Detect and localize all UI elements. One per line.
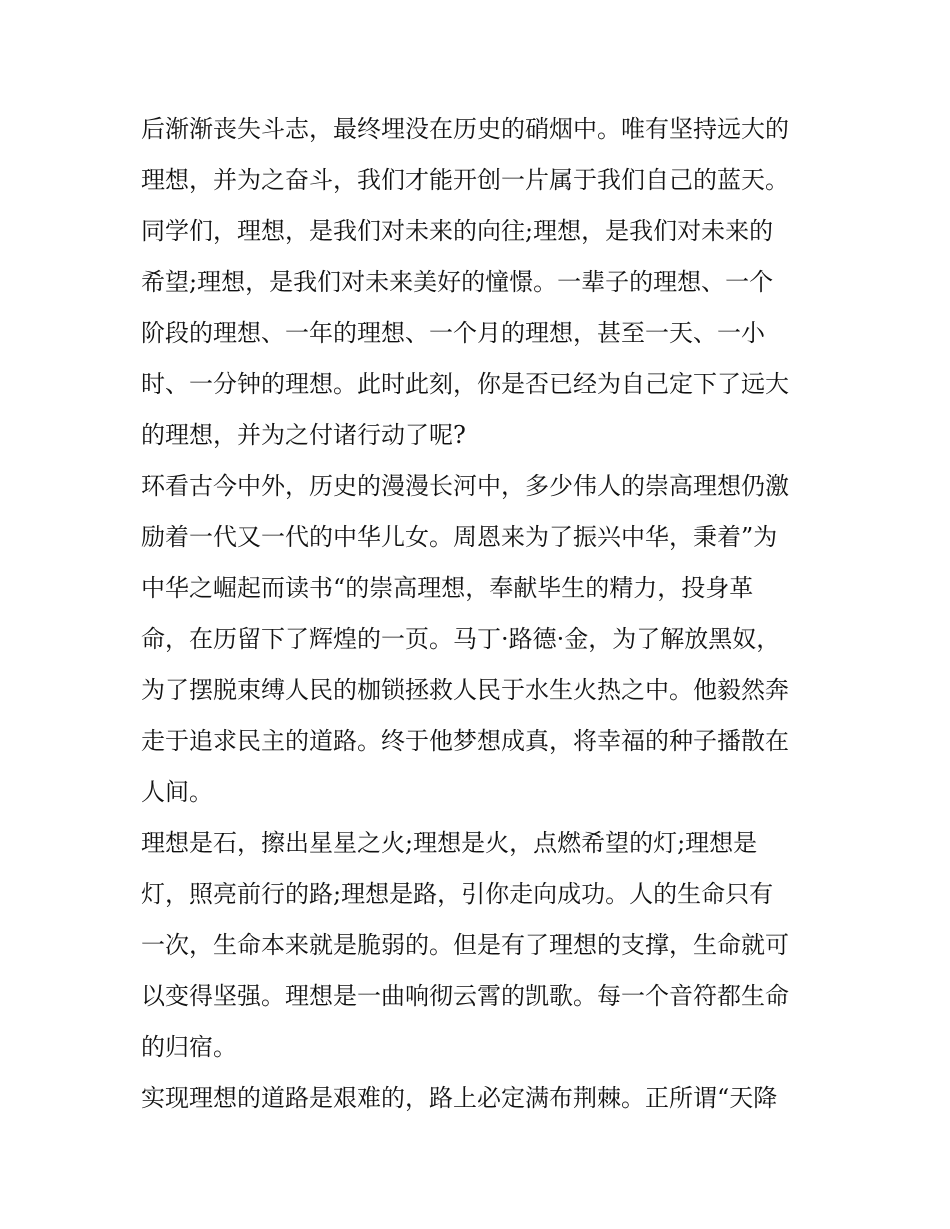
text-line: 阶段的理想、一年的理想、一个月的理想，甚至一天、一小 [141,319,765,347]
text-line: 后渐渐丧失斗志，最终埋没在历史的硝烟中。唯有坚持远大的 [141,115,789,143]
text-line: 环看古今中外，历史的漫漫长河中，多少伟人的崇高理想仍激 [141,472,789,500]
document-body [141,104,821,1124]
text-line: 实现理想的道路是艰难的，路上必定满布荆棘。正所谓“天降 [141,1084,778,1112]
text-line: 人间。 [141,778,213,806]
text-line: 理想是石，擦出星星之火;理想是火，点燃希望的灯;理想是 [141,829,758,857]
text-line: 命，在历留下了辉煌的一页。马丁·路德·金，为了解放黑奴， [141,625,781,653]
text-line: 为了摆脱束缚人民的枷锁拯救人民于水生火热之中。他毅然奔 [141,676,789,704]
text-line: 理想，并为之奋斗，我们才能开创一片属于我们自己的蓝天。 [141,166,789,194]
text-line: 同学们，理想，是我们对未来的向往;理想，是我们对未来的 [141,217,774,245]
text-line: 中华之崛起而读书“的崇高理想，奉献毕生的精力，投身革 [141,574,754,602]
text-line: 灯，照亮前行的路;理想是路，引你走向成功。人的生命只有 [141,880,774,908]
text-line: 的理想，并为之付诸行动了呢? [141,421,466,449]
text-line: 励着一代又一代的中华儿女。周恩来为了振兴中华，秉着”为 [141,523,778,551]
text-line: 一次，生命本来就是脆弱的。但是有了理想的支撑，生命就可 [141,931,789,959]
text-line: 希望;理想，是我们对未来美好的憧憬。一辈子的理想、一个 [141,268,774,296]
text-line: 的归宿。 [141,1033,237,1061]
text-line: 以变得坚强。理想是一曲响彻云霄的凯歌。每一个音符都生命 [141,982,789,1010]
text-line: 时、一分钟的理想。此时此刻，你是否已经为自己定下了远大 [141,370,789,398]
text-line: 走于追求民主的道路。终于他梦想成真，将幸福的种子播散在 [141,727,789,755]
